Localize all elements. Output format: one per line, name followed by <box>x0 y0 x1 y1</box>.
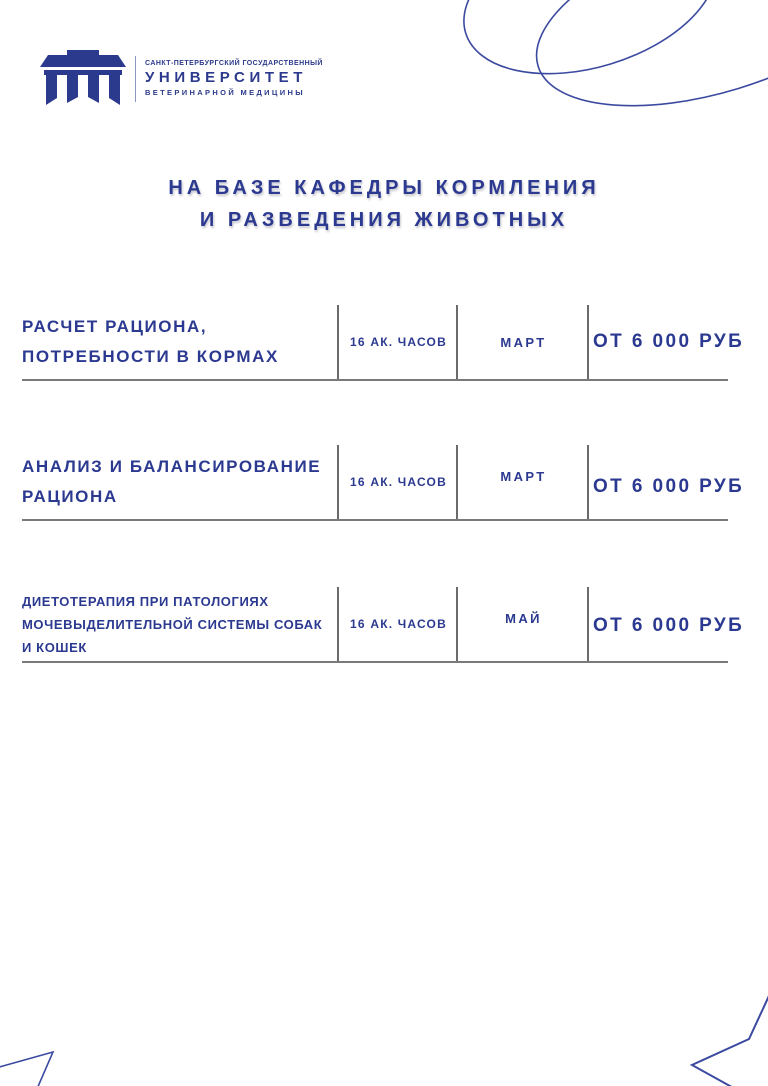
course-name-line: АНАЛИЗ И БАЛАНСИРОВАНИЕ <box>22 457 322 476</box>
ellipse-swirl-ornament <box>445 0 768 143</box>
course-duration: 16 АК. ЧАСОВ <box>350 335 447 349</box>
course-duration-cell <box>337 587 458 661</box>
logo-org-line2: УНИВЕРСИТЕТ <box>145 69 307 86</box>
logo-text-block <box>145 60 323 97</box>
course-name-line: ПОТРЕБНОСТИ В КОРМАХ <box>22 347 279 366</box>
course-month: МАЙ <box>505 610 542 626</box>
page-title-line2: И РАЗВЕДЕНИЯ ЖИВОТНЫХ <box>199 209 569 231</box>
course-name-line: И КОШЕК <box>22 639 87 655</box>
course-month: МАРТ <box>500 334 547 350</box>
course-name-cell <box>22 305 332 379</box>
course-price: ОТ 6 000 РУБ <box>593 331 745 352</box>
course-month-cell <box>456 445 589 519</box>
triangle-ornament <box>0 1052 53 1086</box>
logo-org-line1: САНКТ-ПЕТЕРБУРГСКИЙ ГОСУДАРСТВЕННЫЙ <box>145 60 323 67</box>
course-price: ОТ 6 000 РУБ <box>593 476 745 497</box>
course-name-cell <box>22 587 332 661</box>
course-name-cell <box>22 445 332 519</box>
university-logo <box>40 50 323 107</box>
page-title <box>0 172 768 236</box>
course-month-cell <box>456 587 589 661</box>
arrow-ornament <box>692 972 768 1086</box>
logo-org-line3: ВЕТЕРИНАРНОЙ МЕДИЦИНЫ <box>145 88 305 97</box>
course-price-cell <box>587 305 764 379</box>
course-price: ОТ 6 000 РУБ <box>593 615 745 636</box>
course-month-cell <box>456 305 589 379</box>
course-price-cell <box>587 445 764 519</box>
logo-divider <box>135 56 136 102</box>
course-duration: 16 АК. ЧАСОВ <box>350 475 447 489</box>
course-duration-cell <box>337 445 458 519</box>
university-columns-icon <box>40 50 126 107</box>
course-name-line: РАЦИОНА <box>22 487 118 506</box>
course-row <box>22 305 745 381</box>
page-title-line1: НА БАЗЕ КАФЕДРЫ КОРМЛЕНИЯ <box>168 177 600 199</box>
course-month: МАРТ <box>500 468 547 484</box>
course-row <box>22 587 745 663</box>
course-name-line: РАСЧЕТ РАЦИОНА, <box>22 317 208 336</box>
course-row <box>22 445 745 521</box>
course-duration: 16 АК. ЧАСОВ <box>350 617 447 631</box>
course-name-line: ДИЕТОТЕРАПИЯ ПРИ ПАТОЛОГИЯХ <box>22 593 269 609</box>
course-price-cell <box>587 587 764 661</box>
course-duration-cell <box>337 305 458 379</box>
course-name-line: МОЧЕВЫДЕЛИТЕЛЬНОЙ СИСТЕМЫ СОБАК <box>22 616 323 632</box>
